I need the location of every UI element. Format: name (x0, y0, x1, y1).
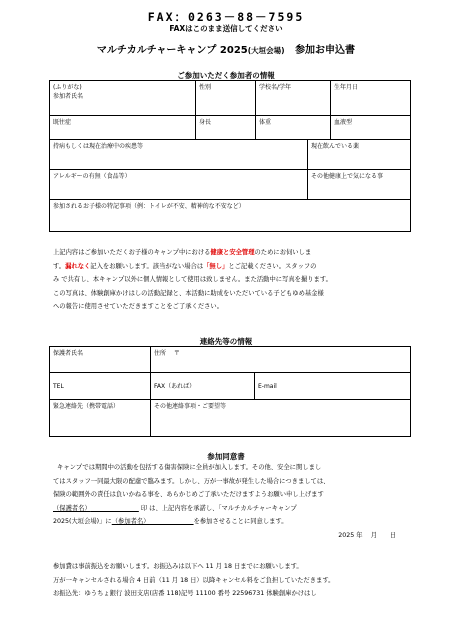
form-title (0, 41, 452, 56)
notice-line: への報告に使用させていただきますことをご了承ください。 (53, 303, 224, 311)
history-cell[interactable] (50, 116, 196, 140)
notice-paragraph (53, 246, 408, 314)
other-label: その他連絡事項・ご要望等 (154, 403, 227, 410)
consent-heading: 参加同意書 (207, 452, 245, 461)
allergy-cell[interactable] (50, 170, 308, 200)
guardian-name-blank[interactable] (53, 505, 139, 512)
emergency-label: 緊急連絡先（携帯電話） (53, 403, 120, 410)
fax-cell[interactable] (151, 373, 255, 400)
guardian-name-placeholder: （保護者名） (53, 504, 91, 512)
consent-date[interactable]: 2025 年 月 日 (338, 531, 396, 539)
title-suffix: 参加お申込書 (295, 45, 356, 56)
footer-line: 万が一キャンセルされる場合 4 日前（11 月 18 日）以降キャンセル料をご負担していただきます。 (53, 576, 335, 584)
notes-label: 参加されるお子様の特記事項（例：トイレが不安、精神的な不安など） (53, 203, 245, 210)
health-other-label: その他健康上で気になる事 (311, 173, 384, 180)
notice-highlight-complete: 漏れなく (65, 262, 91, 270)
consent-text: を参加させることに同意します。 (193, 518, 288, 526)
fax-note: FAXはこのまま送信してください (169, 24, 283, 33)
consent-line: てはスタッフ一同最大限の配慮で臨みます。しかし、万が一事故が発生した場合につきましては、 (53, 477, 330, 485)
consent-text: 2025(大垣会場)」に (53, 518, 112, 526)
gender-cell[interactable] (196, 81, 256, 116)
emergency-cell[interactable] (50, 400, 151, 437)
dob-label: 生年月日 (334, 84, 359, 91)
illness-label: 持病もしくは現在治療中の疾患等 (53, 143, 144, 150)
participant-name-label: 参加者氏名 (53, 93, 84, 100)
consent-line (53, 461, 408, 475)
furigana-label: (ふりがな) (53, 84, 82, 91)
contact-table (49, 346, 411, 437)
footer-paragraph (53, 560, 408, 601)
other-cell[interactable] (151, 400, 411, 437)
participant-name-placeholder: （参加者名） (111, 518, 150, 526)
guardian-label: 保護者氏名 (53, 350, 84, 357)
gender-label: 性別 (199, 84, 212, 91)
notice-text: 記入をお願いします。該当がない場合は (90, 262, 204, 270)
school-cell[interactable] (256, 81, 331, 116)
consent-line: 保険の範囲外の責任は負いかねる事を、あらかじめご了承いただけますようお願い申し上げます (53, 491, 324, 499)
illness-cell[interactable] (50, 140, 308, 170)
notice-line: この写真は、体験創庫かけはしの活動記録と、本活動に助成をいただいている子どもゆめ基金様 (53, 289, 324, 297)
title-venue: (大垣会場) (247, 46, 285, 55)
participant-name-blank[interactable] (112, 518, 194, 525)
guardian-cell[interactable] (50, 347, 151, 373)
participant-table (49, 80, 411, 232)
consent-text: キャンプでは期間中の活動を包括する傷害保険に全員が加入します。その他、安全に関しまし (57, 464, 322, 471)
tel-label: TEL (53, 382, 64, 390)
notice-text: のためにお伺いしま (254, 249, 312, 256)
dob-cell[interactable] (331, 81, 411, 116)
blood-label: 血液型 (334, 119, 353, 126)
fax-number: FAX：0263－88－7595 (147, 10, 305, 24)
weight-label: 体重 (259, 119, 272, 126)
health-other-cell[interactable] (308, 170, 411, 200)
notice-text: 上記内容はご参加いただくお子様のキャンプ中における (53, 249, 211, 256)
notice-line: み で共有し、本キャンプ以外に個人情報として使用は致しません。また活動中に写真を撮ります。 (53, 276, 332, 284)
footer-line: お振込先：ゆうちょ銀行 波田支店(店番 118)記号 11100 番号 22596731 体験創庫かけはし (53, 590, 317, 598)
email-label: E-mail (258, 382, 277, 390)
notice-highlight-safety: 健康と安全管理 (210, 249, 255, 256)
address-cell[interactable] (151, 347, 411, 373)
notice-highlight-none: 「無し」 (203, 262, 229, 270)
email-cell[interactable] (255, 373, 411, 400)
blood-cell[interactable] (331, 116, 411, 140)
meds-cell[interactable] (308, 140, 411, 170)
fax-label: FAX（あれば） (154, 382, 196, 390)
tel-cell[interactable] (50, 373, 151, 400)
school-label: 学校名/学年 (259, 84, 292, 91)
consent-paragraph (53, 461, 408, 543)
footer-line: 参加費は事前振込をお願いします。お振込みは以下へ 11 月 18 日までにお願いします。 (53, 563, 303, 570)
notice-text: す。 (53, 262, 66, 270)
consent-text: 印 は、上記内容を承諾し、「マルチカルチャーキャンプ (140, 504, 297, 512)
notice-text: とご記載ください。スタッフの (228, 262, 317, 270)
history-label: 既往症 (53, 119, 72, 126)
allergy-label: アレルギーの有無（食品等） (53, 173, 131, 180)
meds-label: 現在飲んでいる薬 (311, 143, 360, 150)
height-cell[interactable] (196, 116, 256, 140)
participant-heading: ご参加いただく参加者の情報 (177, 71, 275, 80)
address-label: 住所 〒 (154, 350, 180, 357)
participant-name-cell[interactable] (50, 81, 196, 116)
title-main: マルチカルチャーキャンプ 2025 (96, 45, 248, 56)
notes-cell[interactable] (50, 200, 411, 232)
height-label: 身長 (199, 119, 212, 126)
weight-cell[interactable] (256, 116, 331, 140)
contact-heading: 連絡先等の情報 (199, 337, 253, 346)
